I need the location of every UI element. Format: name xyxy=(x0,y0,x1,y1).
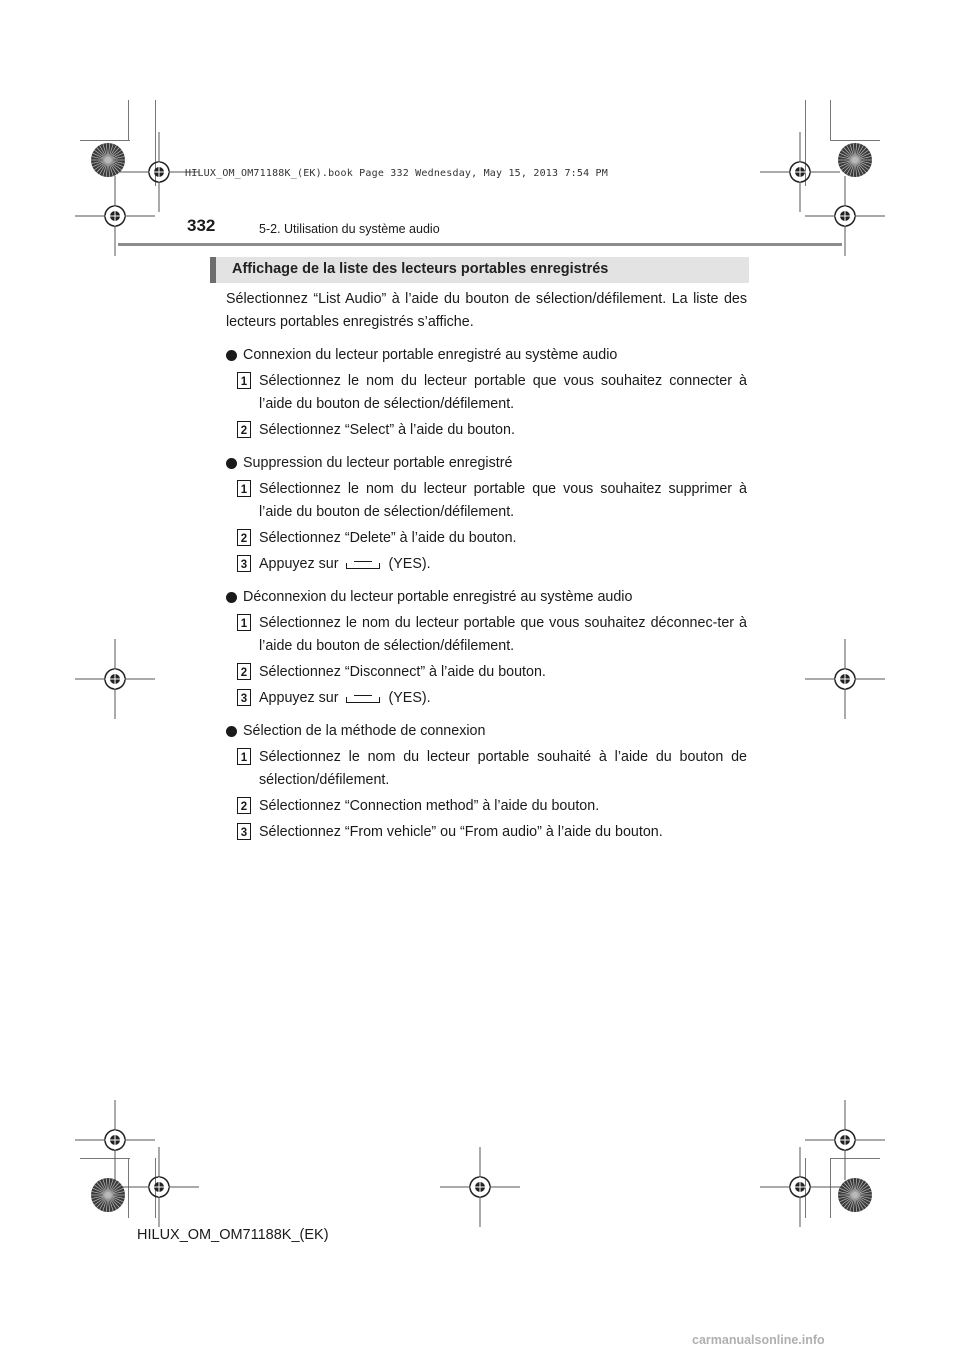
step-text: Sélectionnez “From vehicle” ou “From audio” à l’aide du bouton. xyxy=(259,824,663,840)
step-item xyxy=(226,661,747,684)
step-text: Sélectionnez le nom du lecteur portable que vous souhaitez connecter à l’aide du bouton de sélection/défilement. xyxy=(259,373,747,412)
bullet-dot-icon xyxy=(226,592,237,603)
step-item xyxy=(226,746,747,792)
step-item xyxy=(226,821,747,844)
step-number-badge: 3 xyxy=(237,555,251,572)
step-number-badge: 1 xyxy=(237,480,251,497)
step-number-badge: 3 xyxy=(237,689,251,706)
registration-crosshair-icon xyxy=(119,1147,199,1227)
step-item xyxy=(226,478,747,524)
step-text: Sélectionnez le nom du lecteur portable que vous souhaitez déconnec-ter à l’aide du bouton de sélection/défilement. xyxy=(259,615,747,654)
step-number-badge: 1 xyxy=(237,748,251,765)
step-number-badge: 2 xyxy=(237,529,251,546)
step-item xyxy=(226,370,747,416)
main-content xyxy=(226,288,747,844)
step-text-suffix: (YES). xyxy=(388,690,431,706)
button-symbol-icon xyxy=(346,556,380,569)
watermark: carmanualsonline.info xyxy=(692,1333,825,1347)
section-heading-bar xyxy=(210,257,749,283)
footer-code: HILUX_OM_OM71188K_(EK) xyxy=(137,1227,329,1243)
step-text: Sélectionnez “Select” à l’aide du bouton. xyxy=(259,422,515,438)
bullet-title: Connexion du lecteur portable enregistré au système audio xyxy=(243,347,618,363)
step-text-suffix: (YES). xyxy=(388,556,431,572)
step-text: Sélectionnez le nom du lecteur portable que vous souhaitez supprimer à l’aide du bouton de sélection/défilement. xyxy=(259,481,747,520)
step-item xyxy=(226,612,747,658)
registration-starburst-icon xyxy=(837,142,873,178)
step-number-badge: 1 xyxy=(237,372,251,389)
step-item xyxy=(226,553,747,576)
bullet-title: Déconnexion du lecteur portable enregistré au système audio xyxy=(243,589,633,605)
section-reference: 5-2. Utilisation du système audio xyxy=(259,222,440,236)
registration-starburst-icon xyxy=(90,1177,126,1213)
step-number-badge: 3 xyxy=(237,823,251,840)
book-info-line: HILUX_OM_OM71188K_(EK).book Page 332 Wednesday, May 15, 2013 7:54 PM xyxy=(185,168,608,179)
registration-starburst-icon xyxy=(90,142,126,178)
bullet-item xyxy=(226,452,747,475)
step-item xyxy=(226,527,747,550)
step-text: Appuyez sur xyxy=(259,556,339,572)
step-number-badge: 1 xyxy=(237,614,251,631)
step-item xyxy=(226,419,747,442)
bullet-item xyxy=(226,344,747,367)
instruction-groups xyxy=(226,344,747,844)
step-text: Sélectionnez “Disconnect” à l’aide du bouton. xyxy=(259,664,546,680)
registration-starburst-icon xyxy=(837,1177,873,1213)
step-item xyxy=(226,687,747,710)
step-item xyxy=(226,795,747,818)
bullet-dot-icon xyxy=(226,350,237,361)
intro-paragraph: Sélectionnez “List Audio” à l’aide du bouton de sélection/défilement. La liste des lecteurs portables enregistrés s’affiche. xyxy=(226,291,747,330)
step-number-badge: 2 xyxy=(237,663,251,680)
button-symbol-icon xyxy=(346,690,380,703)
registration-crosshair-icon xyxy=(75,639,155,719)
registration-crosshair-icon xyxy=(760,1147,840,1227)
bullet-dot-icon xyxy=(226,726,237,737)
step-text: Appuyez sur xyxy=(259,690,339,706)
step-text: Sélectionnez “Connection method” à l’aide du bouton. xyxy=(259,798,600,814)
header-rule xyxy=(118,243,842,246)
step-number-badge: 2 xyxy=(237,797,251,814)
registration-crosshair-icon xyxy=(805,639,885,719)
bullet-dot-icon xyxy=(226,458,237,469)
bullet-item xyxy=(226,586,747,609)
registration-crosshair-icon xyxy=(440,1147,520,1227)
bullet-title: Sélection de la méthode de connexion xyxy=(243,723,486,739)
bullet-title: Suppression du lecteur portable enregistré xyxy=(243,455,513,471)
step-text: Sélectionnez le nom du lecteur portable souhaité à l’aide du bouton de sélection/défilement. xyxy=(259,749,747,788)
section-heading: Affichage de la liste des lecteurs portables enregistrés xyxy=(232,261,609,277)
step-text: Sélectionnez “Delete” à l’aide du bouton. xyxy=(259,530,517,546)
page-number: 332 xyxy=(187,216,216,235)
step-number-badge: 2 xyxy=(237,421,251,438)
bullet-item xyxy=(226,720,747,743)
